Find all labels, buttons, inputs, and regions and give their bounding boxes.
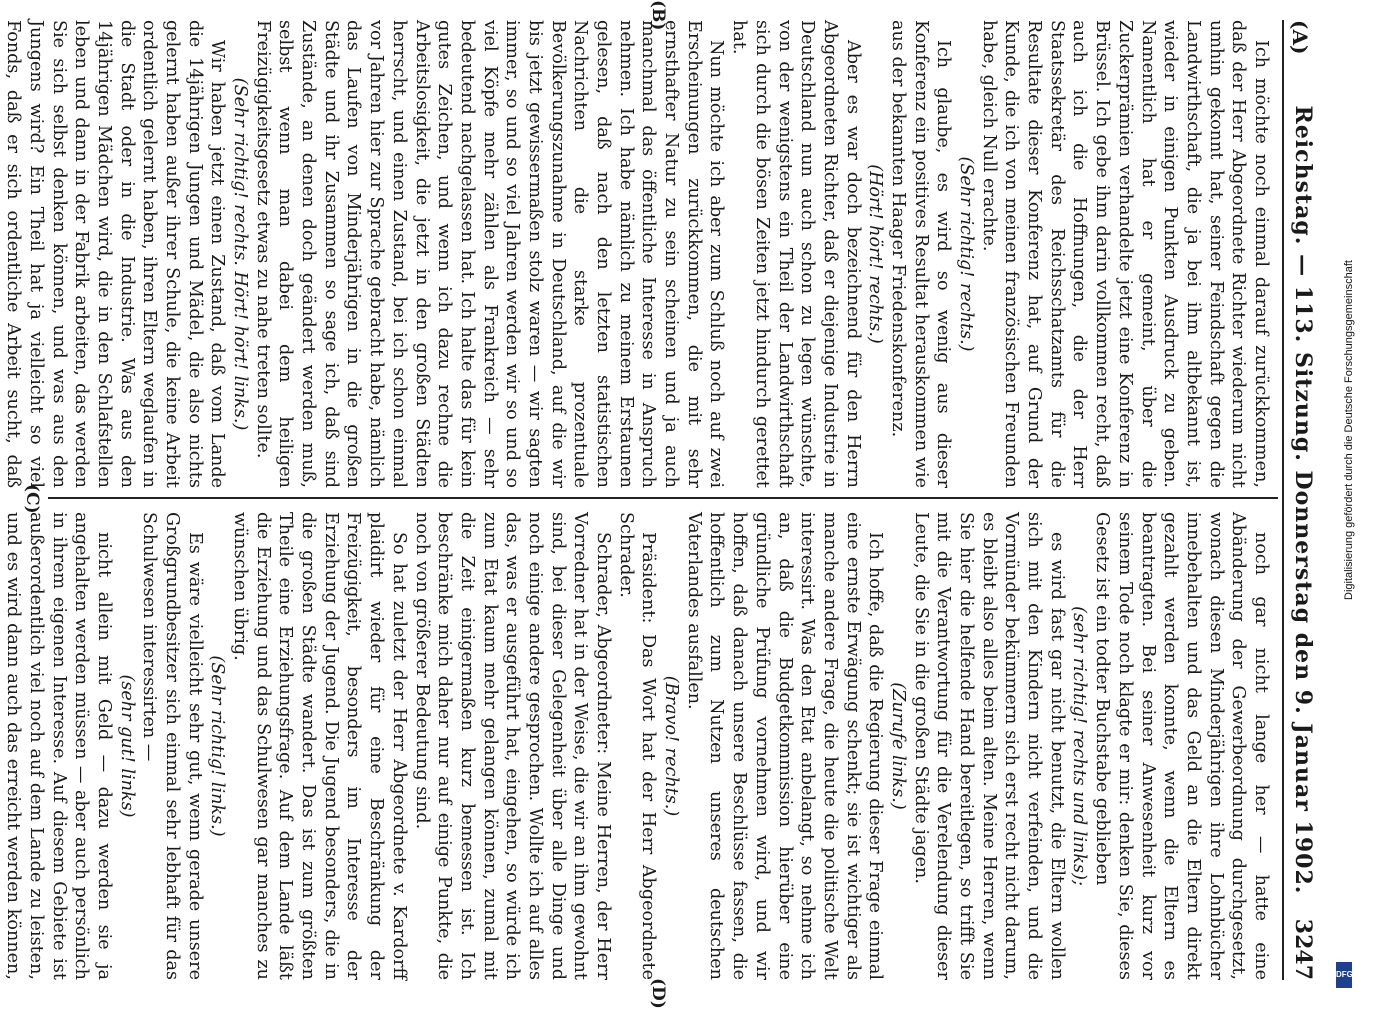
interjection: (Bravo! rechts.)	[661, 675, 682, 817]
digitization-note: Digitalisierung gefördert durch die Deutsche Forschungsgemeinschaft	[1343, 260, 1355, 600]
margin-marker-a: (A)	[1288, 20, 1312, 55]
header-rule	[1282, 20, 1284, 980]
paragraph: Präsident: Das Wort hat der Herr Abgeordnete Schrader.	[615, 512, 659, 980]
column-divider	[48, 497, 1278, 499]
page-number: 3247	[1290, 918, 1316, 980]
paragraph: Ich möchte noch einmal darauf zurückkommen, daß der Herr Abgeordnete Richter wiederum nicht umhin gekonnt hat, seiner Feindschaft gegen die Landwirthschaft, die ja bei ihm altbekannt ist, wieder in einigen Punkten Ausdruck zu geben. Namentlich hat er gemeint, über die Zuckerprämien verhandelte jetzt eine Konferenz in Brüssel. Ich gebe ihm darin vollkommen recht, daß auch ich die Hoffnungen, die der Herr Staatssekretär des Reichsschatzamts für die Resultate dieser Konferenz hat, auf Grund der Kunde, die ich von meinen französischen Freunden habe, gleich Null erachte.	[978, 20, 1271, 488]
paragraph: Schrader, Abgeordneter: Meine Herren, der Herr Vorredner hat in der Weise, die wir an ihm gewohnt sind, bei dieser Gelegenheit über alle Dinge und noch einige andere gesprochen. Wollte ich auf alles das, was er ausgeführt hat, eingehen, so würde ich zum Etat kaum mehr gelangen können, zumal mit die Zeit einigermaßen kurz bemessen ist. Ich beschränke mich daher nur auf einige Punkte, die noch von größerer Bedeutung sind.	[411, 512, 614, 980]
paragraph: Ich glaube, es wird so wenig aus dieser Konferenz ein positives Resultat herauskommen wie aus der bekannten Haager Friedenskonferenz.	[888, 20, 954, 488]
paragraph: Ich hoffe, daß die Regierung dieser Frage einmal eine ernste Erwägung schenkt; sie ist wichtiger als manche andere Frage, die heute die politische Welt interessirt. Was den Etat anbelangt, so nehme ich an, daß die Budgetkommission hierüber eine gründliche Prüfung vornehmen wird, und wir hoffen, daß danach unsere Beschlüsse fassen, die hoffentlich zum Nutzen unseres deutschen Vaterlandes ausfallen.	[683, 512, 886, 980]
interjection: (Hört! hört! rechts.)	[865, 164, 886, 344]
interjection: (Sehr richtig! rechts. Hört! hört! links.)	[230, 77, 251, 431]
paragraph: nicht allein mit Geld — dazu werden sie ja angehalten werden müssen — aber auch persönlich in ihrem eigenen Interesse. Auf diesem Gebiete ist außerordentlich viel noch auf dem Lande zu leisten, und es wird dann auch das erreicht werden können,	[3, 512, 114, 980]
page-header	[1284, 20, 1318, 980]
paragraph: Nun möchte ich aber zum Schluß noch auf zwei Erscheinungen zurückkommen, die mit sehr ernsthafter Natur zu sein scheinen und ja auch manchmal das öffentliche Interesse in Anspruch nehmen. Ich habe nämlich zu meinem Erstaunen gelesen, daß nach den letzten statistischen Nachrichten die starke prozentuale Bevölkerungszunahme in Deutschland, auf die wir bis jetzt gewissermaßen stolz waren — wir sagten immer, so und so viel Jahren werden wir so und so viel Köpfe mehr zählen als Frankreich — sehr bedeutend nachgelassen hat. Ich halte das für kein gutes Zeichen, und wenn ich dazu rechne die Arbeitslosigkeit, die jetzt in den großen Städten herrscht, und einen Zustand, bei ich schon einmal vor Jahren hier zur Sprache gebracht habe, nämlich das Laufen von Minderjährigen in die großen Städte und ihr Zusammen so sage ich, daß sind Zustände, an denen doch geändert werden muß, selbst wenn man dabei dem heiligen Freizügigkeitsgesetz etwas zu nahe treten sollte.	[252, 20, 727, 488]
scanned-page	[3, 0, 1328, 1009]
paragraph: Aber es war doch bezeichnend für den Herrn Abgeordneten Richter, daß er diejenige Industrie in Deutschland nun auch schon zu legen wünschte, von der wenigstens ein Theil der Landwirthschaft sich durch die bösen Zeiten jetzt hindurch gerettet hat.	[729, 20, 863, 488]
dfg-logo: DFG	[1336, 962, 1352, 988]
margin-marker-b: (B)	[648, 0, 668, 31]
margin-marker-c: (C)	[22, 484, 42, 514]
margin-marker-d: (D)	[648, 978, 668, 1009]
paragraph: noch gar nicht lange her — hatte eine Abänderung der Gewerbeordnung durchgesetzt, wonach diesen Minderjährigen ihre Lohnbücher innebehalten und das Geld an die Eltern direkt gezahlt werden konnte, wenn die Eltern es beantragten. Bei seiner Anwesenheit kurz vor seinem Tode noch klagte er mir: denken Sie, dieses Gesetz ist ein todter Buchstabe geblieben	[1092, 512, 1271, 980]
text-column-left	[3, 20, 1272, 488]
text-column-right	[3, 512, 1272, 980]
interjection: (Zurufe links.)	[888, 682, 908, 810]
paragraph: es wird fast gar nicht benutzt, die Eltern wollen sich mit den Kindern nicht verfeinden, und die Vormünder bekümmern sich erst recht nicht darum, es bleibt also alles beim alten. Meine Herren, wenn Sie hier die helfende Hand bereitlegen, so trifft Sie mit die Verantwortung für die Verelendung dieser Leute, die Sie in die großen Städte jagen.	[910, 512, 1067, 980]
interjection: (sehr richtig! rechts und links);	[1069, 606, 1090, 886]
interjection: (Sehr richtig! links.)	[207, 655, 228, 837]
page-title: Reichstag. — 113. Sitzung. Donnerstag den 9. Januar 1902.	[1290, 105, 1316, 895]
paragraph: Es wäre vielleicht sehr gut, wenn gerade unsere Großgrundbesitzer sich einmal sehr lebhaft für das Schulwesen interessirten —	[139, 512, 205, 980]
paragraph: So hat zuletzt der Herr Abgeordnete v. Kardorff plaidirt wieder für eine Beschränkung der Freizügigkeit, besonders im Interesse der Erziehung der Jugend. Die Jugend besonders, die in die großen Städte wandert. Das ist zum größten Theile eine Erziehungsfrage. Auf dem Lande läßt die Erziehung und das Schulwesen gar manches zu wünschen übrig.	[230, 512, 409, 980]
interjection: (sehr gut! links)	[116, 674, 137, 818]
interjection: (Sehr richtig! rechts.)	[956, 156, 977, 352]
paragraph: Wir haben jetzt einen Zustand, daß vom Lande die 14jährigen Jungen und Mädel, die also nichts gelernt haben außer ihrer Schule, die keine Arbeit ordentlich gelernt haben, ihren Eltern weglaufen in die Stadt oder in die Industrie. Was aus den 14jährigen Mädchen wird, die in den Schlafstellen leben und dann in der Fabrik arbeiten, das werden Sie sich selbst denken können, und was aus den Jungens wird? Ein Theil hat ja vielleicht so viel Fonds, daß er sich ordentliche Arbeit sucht, daß	[3, 20, 228, 488]
